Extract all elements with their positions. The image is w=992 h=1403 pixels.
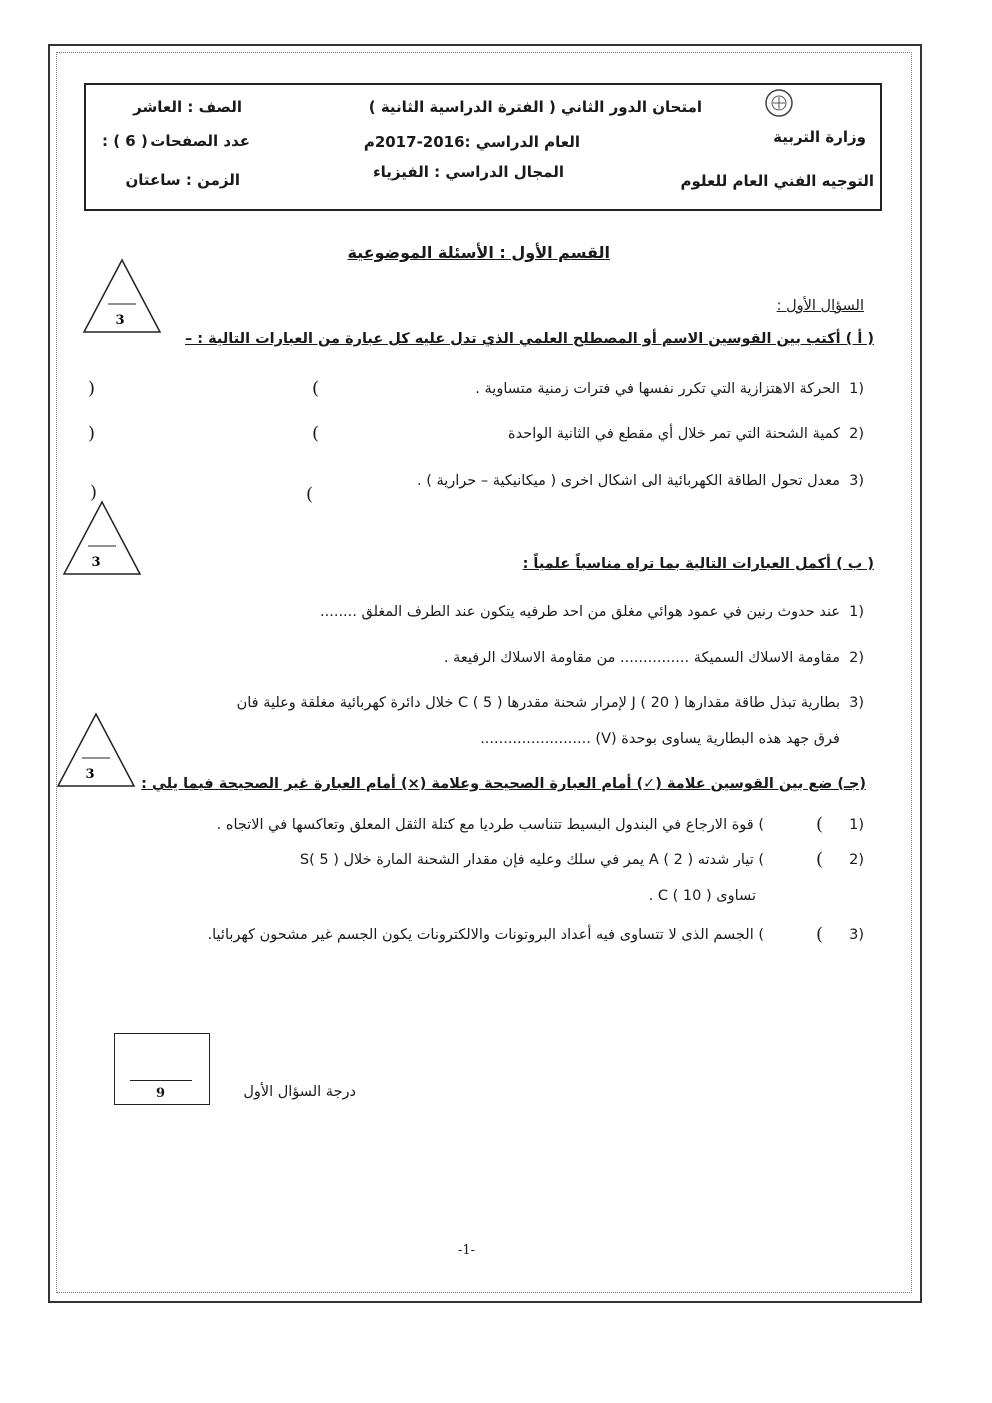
answer-paren-open: ( bbox=[816, 924, 824, 945]
answer-paren-open: ( bbox=[312, 378, 320, 399]
ministry-emblem-icon bbox=[764, 88, 794, 118]
part-a-item-2: كمية الشحنة التي تمر خلال أي مقطع في الثانية الواحدة bbox=[508, 426, 840, 442]
part-c-instruction: (جـ) ضع بين القوسين علامة (✓) أمام العبارة الصحيحة وعلامة (×) أمام العبارة غير الصحيحة فيما يلي : bbox=[141, 776, 866, 792]
page-border-inner bbox=[56, 52, 912, 1293]
part-b-instruction: ( ب ) أكمل العبارات التالية بما تراه مناسباً علمياً : bbox=[522, 556, 874, 572]
part-b-item-3: بطارية تبذل طاقة مقدارها J ( 20 ) لإمرار شحنة مقدرها C ( 5 ) خلال دائرة كهربائية مغلقة وعلية فان bbox=[236, 695, 840, 711]
grade: الصف : العاشر bbox=[133, 98, 242, 116]
part-c-item-2: ) تيار شدته A ( 2 ) يمر في سلك وعليه فإن مقدار الشحنة المارة خلال S( 5 ) bbox=[299, 852, 764, 868]
part-b-item-2: مقاومة الاسلاك السميكة ............... من مقاومة الاسلاك الرفيعة . bbox=[443, 650, 840, 666]
section-title: القسم الأول : الأسئلة الموضوعية bbox=[347, 243, 610, 262]
exam-title: امتحان الدور الثاني ( الفترة الدراسية الثانية ) bbox=[368, 98, 702, 116]
part-a-item-3-num: 3) bbox=[849, 473, 864, 489]
answer-paren-open: ( bbox=[312, 423, 320, 444]
pages-label: عدد الصفحات bbox=[150, 132, 250, 150]
supervision-name: التوجيه الفني العام للعلوم bbox=[680, 172, 874, 190]
ministry-name: وزارة التربية bbox=[773, 128, 866, 146]
part-a-item-1: الحركة الاهتزازية التي تكرر نفسها في فترات زمنية متساوية . bbox=[475, 381, 840, 397]
page-number: -1- bbox=[458, 1243, 476, 1258]
part-c-item-1: ) قوة الارجاع في البندول البسيط تتناسب طرديا مع كتلة الثقل المعلق وتعاكسها في الاتجاه . bbox=[216, 817, 764, 833]
part-c-item-3: ) الجسم الذى لا تتساوى فيه أعداد البروتونات والالكترونات يكون الجسم غير مشحون كهربائيا. bbox=[207, 927, 764, 943]
answer-paren-open: ( bbox=[816, 849, 824, 870]
part-a-item-1-num: 1) bbox=[849, 381, 864, 397]
score-triangle-c bbox=[56, 712, 136, 788]
answer-paren-close: ) bbox=[88, 378, 96, 399]
part-a-item-3: معدل تحول الطاقة الكهربائية الى اشكال اخرى ( ميكانيكية – حرارية ) . bbox=[416, 473, 840, 489]
score-b-value: 3 bbox=[91, 555, 101, 570]
score-triangle-b bbox=[62, 500, 142, 576]
answer-paren-close: ) bbox=[88, 423, 96, 444]
subject: المجال الدراسي : الفيزياء bbox=[372, 163, 564, 181]
score-triangle-a bbox=[82, 258, 162, 334]
total-score-label: درجة السؤال الأول bbox=[243, 1084, 356, 1100]
question-title: السؤال الأول : bbox=[776, 298, 864, 314]
part-c-item-3-num: 3) bbox=[849, 927, 864, 943]
part-b-item-2-num: 2) bbox=[849, 650, 864, 666]
part-b-item-3-cont: فرق جهد هذه البطارية يساوى بوحدة (V) ........................ bbox=[480, 731, 840, 747]
pages-value: : ( 6 ) bbox=[102, 132, 148, 150]
part-a-instruction: ( أ ) أكتب بين القوسين الاسم أو المصطلح العلمي الذي تدل عليه كل عبارة من العبارات التالية : – bbox=[184, 331, 874, 347]
part-c-item-2-num: 2) bbox=[849, 852, 864, 868]
part-b-item-1-num: 1) bbox=[849, 604, 864, 620]
total-score-value: 9 bbox=[156, 1086, 166, 1101]
part-c-item-2-cont: تساوى C ( 10 ) . bbox=[648, 888, 756, 904]
exam-time: الزمن : ساعتان bbox=[125, 171, 240, 189]
part-b-item-1: عند حدوث رنين في عمود هوائي مغلق من احد طرفيه يتكون عند الطرف المغلق ........ bbox=[320, 604, 840, 620]
answer-paren-close: ) bbox=[90, 482, 98, 503]
part-c-item-1-num: 1) bbox=[849, 817, 864, 833]
answer-paren-open: ( bbox=[816, 814, 824, 835]
score-a-value: 3 bbox=[115, 313, 125, 328]
academic-year: العام الدراسي :2016-2017م bbox=[363, 133, 580, 151]
part-a-item-2-num: 2) bbox=[849, 426, 864, 442]
part-b-item-3-num: 3) bbox=[849, 695, 864, 711]
answer-paren-open: ( bbox=[306, 484, 314, 505]
score-c-value: 3 bbox=[85, 767, 95, 782]
score-divider bbox=[130, 1080, 192, 1081]
